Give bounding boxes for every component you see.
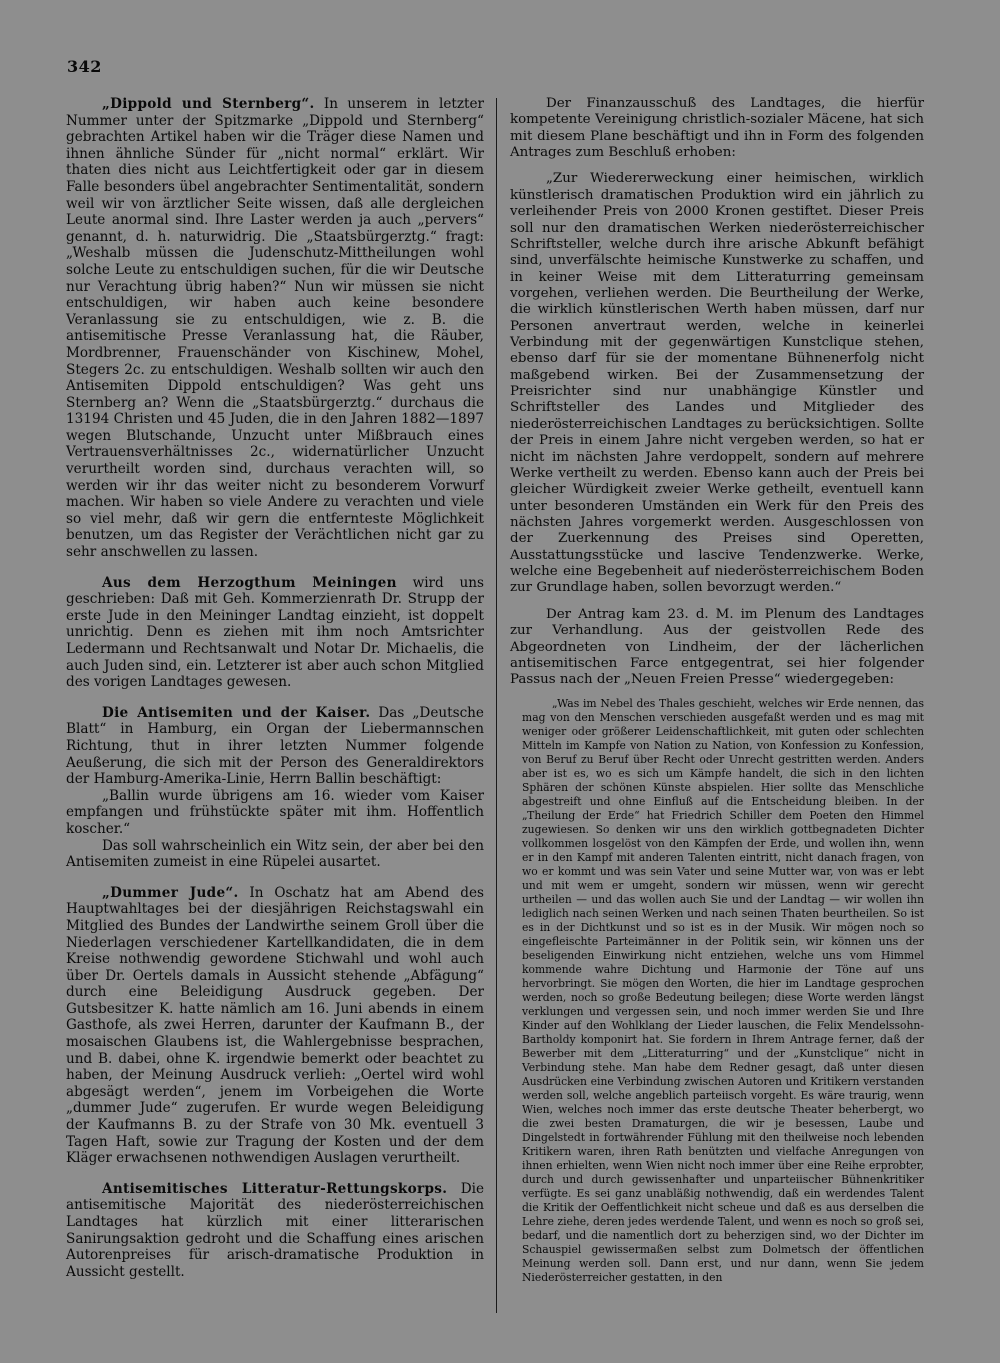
article-dummer-jude	[66, 885, 484, 1167]
right-column	[510, 96, 924, 1285]
article-paragraph	[66, 1181, 484, 1281]
resolution-text: „Zur Wiedererweckung einer heimischen, wirklich künstlerisch dramatischen Produktion wird ein jährlich zu verleihender Preis von 2000 Kronen gestiftet. Dieser Preis soll nur den dramatischen Werken niederösterreichischer Schriftsteller, welche durch ihre arische Abkunft befähigt sind, unverfälschte heimische Kunstwerke zu schaffen, und in keiner Weise mit dem Litteraturring gemeinsam vorgehen, verliehen werden. Die Beurtheilung der Werke, die wirklich künstlerischen Werth haben müssen, darf nur Personen anvertraut werden, welche in keinerlei Verbindung mit der gegenwärtigen Kunstclique stehen, ebenso darf für sie der momentane Bühnenerfolg nicht maßgebend wirken. Bei der Zusammensetzung der Preisrichter sind nur unabhängige Künstler und Schriftsteller des Landes und Mitglieder des niederösterreichischen Landtages zu berücksichtigen. Sollte der Preis in einem Jahre nicht vergeben werden, so hat er nicht im nächsten Jahre verdoppelt, sondern auf mehrere Werke vertheilt zu werden. Ebenso kann auch der Preis bei gleicher Würdigkeit zweier Werke getheilt, eventuell kann unter besonderen Umständen ein Werk für den Preis des nächsten Jahres vorgemerkt werden. Ausgeschlossen von der Zuerkennung des Preises sind Operetten, Ausstattungsstücke und lascive Tendenzwerke. Werke, welche eine Begebenheit auf niederösterreichischem Boden zur Grundlage haben, sollen bevorzugt werden.“	[510, 171, 924, 596]
article-dippold	[66, 96, 484, 561]
article-text: In Oschatz hat am Abend des Hauptwahltages bei der diesjährigen Reichstagswahl ein Mitglied des Bundes der Landwirthe seinem Groll über die Niederlagen verschiedener Kartellkandidaten, die in dem Kreise nothwendig gewordene Stichwahl und wohl auch über Dr. Oertels damals in Aussicht stehende „Abfägung“ durch eine Beleidigung Ausdruck gegeben. Der Gutsbesitzer K. hatte nämlich am 16. Juni abends in einem Gasthofe, als zwei Herren, darunter der Kaufmann B., der mosaischen Glaubens ist, die Wahlergebnisse besprachen, und B. dabei, ohne K. irgendwie bemerkt oder beachtet zu haben, der Meinung Ausdruck verlieh: „Oertel wird wohl abgesägt werden“, jenem im Vorbeigehen die Worte „dummer Jude“ zugerufen. Er wurde wegen Beleidigung der Kaufmanns B. zu der Strafe von 30 Mk. eventuell 3 Tagen Haft, sowie zur Tragung der Kosten und der dem Kläger erwachsenen nothwendigen Auslagen verurtheilt.	[66, 884, 484, 1167]
article-text: Der Antrag kam 23. d. M. im Plenum des Landtages zur Verhandlung. Aus der geistvollen Rede des Abgeordneten von Lindheim, der der lächerlichen antisemitischen Farce entgegentrat, sei hier folgender Passus nach der „Neuen Freien Presse“ wiedergegeben:	[510, 606, 924, 688]
article-text: Der Finanzausschuß des Landtages, die hierfür kompetente Vereinigung christlich-sozialer Mäcene, hat sich mit diesem Plane beschäftigt und ihn in Form des folgenden Antrages zum Beschluß erhoben:	[510, 96, 924, 161]
article-heading: Die Antisemiten und der Kaiser.	[102, 704, 371, 721]
left-column	[66, 96, 484, 1294]
article-paragraph	[66, 575, 484, 691]
article-meiningen	[66, 575, 484, 691]
article-heading: Antisemitisches Litteratur-Rettungskorps.	[102, 1180, 448, 1197]
article-paragraph	[66, 705, 484, 788]
article-rettungskorps	[66, 1181, 484, 1281]
article-antisemiten-kaiser	[66, 705, 484, 871]
speech-quote	[510, 697, 924, 1286]
article-text: Das „Deutsche Blatt“ in Hamburg, ein Organ der Liebermannschen Richtung, thut in ihrer letzten Nummer folgende Aeußerung, die sich mit der Person des Generaldirektors der Hamburg-Amerika-Linie, Herrn Ballin beschäftigt:	[66, 704, 484, 788]
article-text: Die antisemitische Majorität des niederösterreichischen Landtages hat kürzlich mit einer litterarischen Sanirungsaktion gedroht und die Schaffung eines arischen Autorenpreises für arisch-dramatische Produktion in Aussicht gestellt.	[66, 1180, 484, 1280]
article-paragraph	[66, 96, 484, 561]
article-heading: Aus dem Herzogthum Meiningen	[102, 574, 397, 591]
column-divider	[496, 98, 497, 1313]
article-quote: „Ballin wurde übrigens am 16. wieder vom Kaiser empfangen und frühstückte später mit ihm. Hoffentlich koscher.“	[66, 787, 484, 837]
article-text: Das soll wahrscheinlich ein Witz sein, der aber bei den Antisemiten zumeist in eine Rüpelei ausartet.	[66, 837, 484, 871]
article-heading: „Dummer Jude“.	[102, 884, 239, 901]
page-number: 342	[67, 57, 102, 76]
article-text: wird uns geschrieben: Daß mit Geh. Kommerzienrath Dr. Strupp der erste Jude in den Meininger Landtag einzieht, ist doppelt unrichtig. Denn es ziehen mit ihm noch Amtsrichter Ledermann und Rechtsanwalt und Notar Dr. Michaelis, die auch Juden sind, ein. Letzterer ist aber auch schon Mitglied des vorigen Landtages gewesen.	[66, 574, 485, 691]
article-heading: „Dippold und Sternberg“.	[102, 96, 315, 112]
article-paragraph	[66, 885, 484, 1167]
speech-quote-text: „Was im Nebel des Thales geschieht, welches wir Erde nennen, das mag von den Menschen verschieden ausgefaßt werden und es mag mit weniger oder größerer Leidenschaftlichkeit, mit guten oder schlechten Mitteln im Kampfe von Nation zu Nation, von Konfession zu Konfession, von Beruf zu Beruf über Recht oder Unrecht gestritten werden. Anders aber ist es, wo es sich um Kämpfe handelt, die sich in den lichten Sphären der schönen Künste abspielen. Hier sollte das Menschliche abgestreift und ohne Einfluß auf die Entscheidung bleiben. In der „Theilung der Erde“ hat Friedrich Schiller dem Poeten den Himmel zugewiesen. So denken wir uns den wirklich gottbegnadeten Dichter vollkommen losgelöst von den Kämpfen der Erde, und wollen ihn, wenn er in den Kampf mit anderen Talenten eintritt, nicht danach fragen, von wo er kommt und was sein Vater und seine Mutter war, von was er lebt und mit wem er umgeht, sondern wir müssen, wenn wir gerecht urtheilen — und das wollen auch Sie und der Landtag — wir wollen ihn lediglich nach seinen Werken und nach seinen Thaten beurtheilen. So ist es in der Dichtkunst und so ist es in der Musik. Wir mögen noch so eingefleischte Parteimänner in der Politik sein, wir können uns der beseligenden Einwirkung nicht entziehen, welche uns vom Himmel kommende wahre Dichtung und Harmonie der Töne auf uns hervorbringt. Sie mögen den Worten, die hier im Landtage gesprochen werden, noch so große Bedeutung beilegen; diese Worte werden längst verklungen und vergessen sein, und noch immer werden Sie und Ihre Kinder auf den Wohlklang der Lieder lauschen, die Felix Mendelssohn-Bartholdy komponirt hat. Sie fordern in Ihrem Antrage ferner, daß der Bewerber mit dem „Litteraturring“ und der „Kunstclique“ nicht in Verbindung stehe. Man habe dem Redner gesagt, daß unter diesen Ausdrücken eine Verbindung zwischen Autoren und Kritikern verstanden werden soll, welche angeblich parteiisch vorgeht. Es wäre traurig, wenn Wien, welches noch immer das erste deutsche Theater beherbergt, wo die zwei besten Dramaturgen, die wir je besessen, Laube und Dingelstedt in fortwährender Fühlung mit den theilweise noch lebenden Kritikern waren, ihren Rath benützten und vielfache Anregungen von ihnen erhielten, wenn Wien nicht noch immer über eine Reihe erprobter, durch und durch gewissenhafter und unparteiischer Bühnenkritiker verfügte. Es sei ganz unabläßig nothwendig, daß ein werdendes Talent die Kritik der Oeffentlichkeit nicht scheue und daß es aus derselben die Lehre ziehe, deren jedes werdende Talent, und wenn es noch so groß sei, bedarf, und die namentlich dort zu beherzigen sind, wo der Dichter im Schauspiel gewissermaßen selbst zum Dolmetsch der öffentlichen Meinung werden soll. Dann erst, und nur dann, wenn Sie jedem Niederösterreicher gestatten, in den	[522, 696, 924, 1285]
article-text: In unserem in letzter Nummer unter der Spitzmarke „Dippold und Sternberg“ gebrachten Artikel haben wir die Träger diese Namen und ihnen ähnliche Sünder für „nicht normal“ erklärt. Wir thaten dies nicht aus Leichtfertigkeit oder gar in diesem Falle besonders übel angebrachter Sentimentalität, sondern weil wir von ärztlicher Seite wissen, daß alle dergleichen Leute anormal sind. Ihre Laster werden ja auch „pervers“ genannt, d. h. naturwidrig. Die „Staatsbürgerztg.“ fragt: „Weshalb müssen die Judenschutz-Mittheilungen wohl solche Leute zu entschuldigen suchen, für die wir Deutsche nur Verachtung übrig haben?“ Nun wir müssen sie nicht entschuldigen, wir haben auch keine besondere Veranlassung sie zu entschuldigen, wie z. B. die antisemitische Presse Veranlassung hat, die Räuber, Mordbrenner, Frauenschänder von Kischinew, Mohel, Stegers 2c. zu entschuldigen. Weshalb sollten wir auch den Antisemiten Dippold entschuldigen? Was geht uns Sternberg an? Wenn die „Staatsbürgerztg.“ durchaus die 13194 Christen und 45 Juden, die in den Jahren 1882—1897 wegen Blutschande, Unzucht unter Mißbrauch eines Vertrauensverhältnisses 2c., widernatürlicher Unzucht verurtheilt worden sind, durchaus verachten will, so werden wir ihr das weiter nicht zu besonderem Vorwurf machen. Wir haben so viele Andere zu verachten und viele so viel mehr, daß wir gern die entfernteste Möglichkeit benutzen, um das Register der Verächtlichen nicht gar zu sehr anschwellen zu lassen.	[66, 96, 484, 561]
